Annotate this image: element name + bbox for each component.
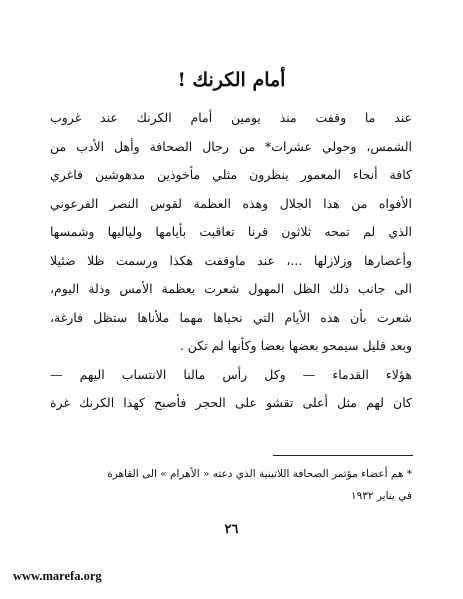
- footnote-divider: [273, 455, 413, 456]
- text-line: هؤلاء القدماء — وكل رأس مالنا الانتساب اليهم —: [50, 366, 412, 382]
- page-title: أمام الكرنك !: [177, 69, 286, 91]
- footnote-line: في يناير ١٩٣٢: [350, 490, 412, 502]
- text-line: كان لهم مثل أعلى تقشو على الحجر فأصبح كهذا الكرنك غرة: [50, 395, 412, 410]
- footnote: [50, 463, 412, 507]
- footnote-line: * هم أعضاء مؤتمر الصحافة اللاتينية الذي دعته « الأهرام » الى القاهرة: [107, 468, 412, 480]
- body-paragraph: [50, 104, 412, 418]
- text-line: عند ما وقفت منذ يومين أمام الكرنك عند غروب: [50, 110, 412, 125]
- text-line: شعرت بأن هذه الأيام التي نحياها مهما ملأناها ستظل فارغة،: [50, 309, 412, 325]
- text-line: وبعد قليل سيمحو بعضها بعضا وكأنها لم تكن .: [179, 338, 412, 353]
- text-line: الأفواه من هذا الجلال وهذه العظمة لقوس النصر الفرعوني: [50, 195, 412, 211]
- text-line: الذي لم تمحه ثلاثون قرنا تعاقبت بأيامها ولياليها وشمسها: [50, 224, 412, 239]
- watermark-text: www.marefa.org: [13, 569, 102, 583]
- page-number: ٢٦: [224, 522, 239, 537]
- text-line: الشمس، وحولي عشرات* من رجال الصحافة وأهل الأدب من: [50, 138, 412, 154]
- text-line: كافة أنحاء المعمور ينظرون مثلي مأخوذين مدهوشين فاغري: [50, 167, 412, 182]
- text-line: الى جانب ذلك الظل المهول شعرت بعظمة الأمس وذلة اليوم،: [50, 281, 412, 296]
- text-line: وأعصارها وزلازلها ...، عند ماوقفت هكذا ورسمت ظلا ضئيلا: [50, 252, 412, 268]
